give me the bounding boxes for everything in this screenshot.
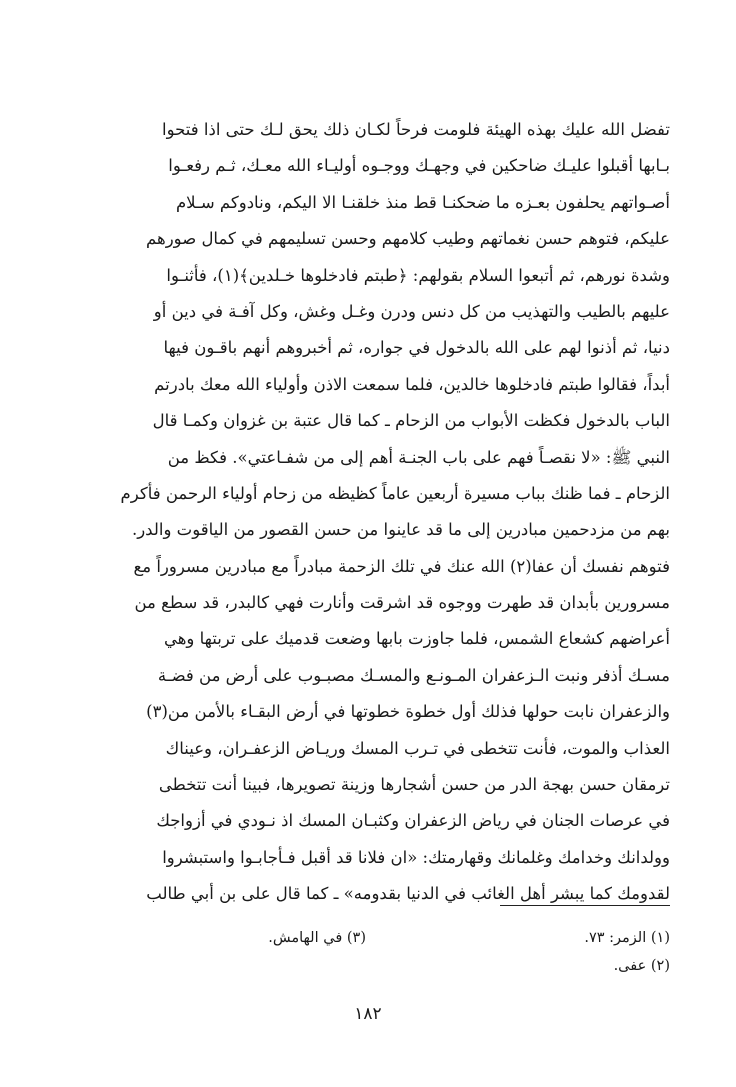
text-line-4: عليكم، فتوهم حسن نغماتهم وطيب كلامهم وحسن تسليمهم في كمال صورهم [146, 229, 670, 249]
text-line-22: لقدومك كما يبشر أهل الغائب في الدنيا بقدومه» ـ كما قال على بن أبي طالب [146, 884, 670, 904]
footnote-divider [500, 905, 670, 906]
text-line-9: الباب بالدخول فكظت الأبواب من الزحام ـ كما قال عتبة بن غزوان وكمـا قال [152, 411, 670, 431]
text-line-1: تفضل الله عليك بهذه الهيئة فلومت فرحاً لكـان ذلك يحق لـك حتى اذا فتحوا [162, 120, 670, 139]
text-line-19: ترمقان حسن بهجة الدر من حسن أشجارها وزينة تصويرها، فبينا أنت تتخطى [158, 775, 670, 795]
main-text-block [80, 112, 670, 913]
text-line-18: العذاب والموت، فأنت تتخطى في تـرب المسك وريـاض الزعفـران، وعيناك [165, 738, 670, 758]
text-line-2: بـابها أقبلوا عليـك ضاحكين في وجهـك ووجـوه أوليـاء الله معـك، ثـم رفعـوا [168, 156, 670, 176]
text-line-13: فتوهم نفسك أن عفا(٢) الله عنك في تلك الزحمة مبادراً مع مبادرين مسروراً مع [133, 556, 670, 576]
text-line-6: عليهم بالطيب والتهذيب من كل دنس ودرن وغـل وغش، وكل آفـة في دين أو [153, 301, 670, 321]
text-line-12: بهم من مزدحمين مبادرين إلى ما قد عاينوا من حسن القصور من الياقوت والدر. [131, 520, 670, 540]
text-line-3: أصـواتهم يحلفون بعـزه ما ضحكنـا قط منذ خلقنـا الا اليكم، ونادوكم سـلام [175, 192, 670, 212]
text-line-8: أبداً، فقالوا طبتم فادخلوها خالدين، فلما سمعت الاذن وأولياء الله معك بادرتم [154, 374, 670, 394]
text-line-17: والزعفران نابت حولها فذلك أول خطوة خطوتها في أرض البقـاء بالأمن من(٣) [146, 702, 670, 722]
text-line-7: دنيا، ثم أذنوا لهم على الله بالدخول في جواره، ثم أخبروهم أنهم باقـون فيها [163, 338, 670, 358]
footnote-1: (١) الزمر: ٧٣. [584, 930, 670, 946]
text-line-11: الزحام ـ فما ظنك بباب مسيرة أربعين عاماً كظيظه من زحام أولياء الرحمن فأكرم [120, 483, 670, 503]
text-line-14: مسرورين بأبدان قد طهرت ووجوه قد اشرقت وأنارت فهي كالبدر، قد سطع من [134, 593, 670, 613]
text-line-15: أعراضهم كشعاع الشمس، فلما جاوزت بابها وضعت قدميك على تربتها وهي [163, 629, 670, 649]
text-line-5: وشدة نورهم، ثم أتبعوا السلام بقولهم: ﴿طبتم فادخلوها خـلدين﴾(١)، فأثنـوا [166, 265, 670, 285]
text-line-16: مسـك أذفر ونبت الـزعفران المـونـع والمسـك مصبـوب على أرض من فضـة [157, 665, 670, 685]
text-line-10: النبي ﷺ: «لا نقصـاً فهم على باب الجنـة أهم إلى من شفـاعتي». فكظ من [167, 447, 670, 467]
page-number: ١٨٢ [354, 1004, 382, 1024]
text-line-20: في عرصات الجنان في رياض الزعفران وكثبـان المسك اذ نـودي في أزواجك [156, 811, 670, 831]
footnote-3: (٣) في الهامش. [268, 930, 366, 946]
text-line-21: وولدانك وخدامك وغلمانك وقهارمتك: «ان فلانا قد أقبل فـأجابـوا واستبشروا [162, 847, 670, 867]
footnote-2: (٢) عفى. [613, 958, 670, 974]
